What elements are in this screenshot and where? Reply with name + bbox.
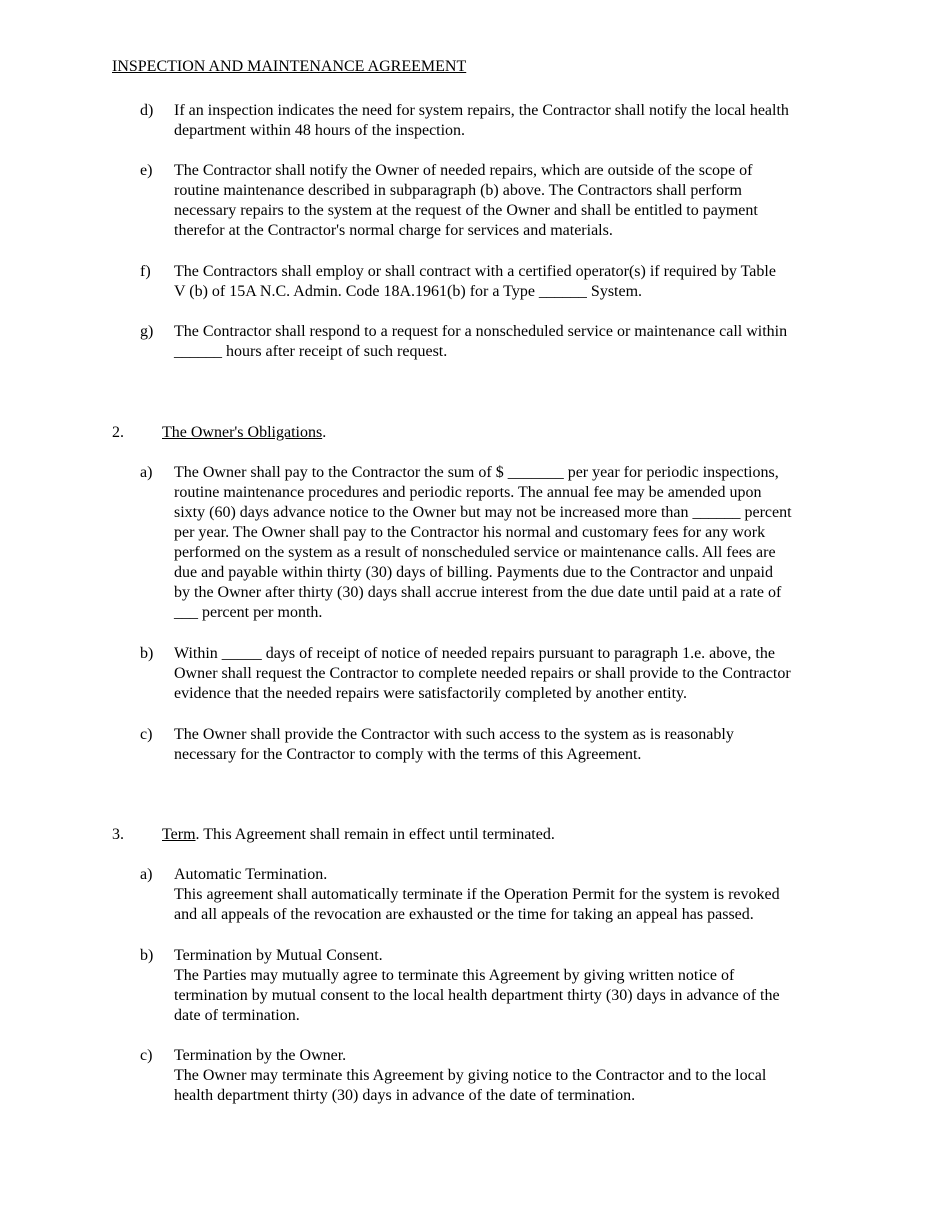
- item-text: [174, 946, 840, 1026]
- term-item-a: [140, 865, 840, 925]
- item-label: b): [140, 947, 154, 964]
- item-text-line: V (b) of 15A N.C. Admin. Code 18A.1961(b) for a Type ______ System.: [174, 283, 643, 300]
- item-label: a): [140, 866, 153, 883]
- item-text-line: The Owner may terminate this Agreement by giving notice to the Contractor and to the local: [174, 1067, 767, 1084]
- term-item-c: [140, 1046, 840, 1106]
- item-label: e): [140, 162, 153, 179]
- item-label: c): [140, 1047, 153, 1064]
- section-3-heading: [112, 825, 842, 845]
- item-text-line: date of termination.: [174, 1007, 300, 1024]
- section-heading: Term: [162, 826, 196, 843]
- item-label: f): [140, 263, 151, 280]
- owner-item-c: [140, 725, 840, 765]
- item-text-line: performed on the system as a result of nonscheduled service or maintenance calls. All fees are: [174, 544, 776, 561]
- item-text-line: by the Owner after thirty (30) days shall accrue interest from the due date until paid at a rate of: [174, 584, 782, 601]
- item-text-line: per year. The Owner shall pay to the Contractor his normal and customary fees for any work: [174, 524, 766, 541]
- item-text-line: routine maintenance described in subparagraph (b) above. The Contractors shall perform: [174, 182, 742, 199]
- item-text-line: health department thirty (30) days in advance of the date of termination.: [174, 1087, 636, 1104]
- item-text: [174, 101, 840, 141]
- item-text-line: This agreement shall automatically terminate if the Operation Permit for the system is revoked: [174, 886, 780, 903]
- item-text-line: routine maintenance procedures and periodic reports. The annual fee may be amended upon: [174, 484, 762, 501]
- section-2-heading: [112, 423, 842, 443]
- contractor-item-e: [140, 161, 840, 241]
- contractor-item-d: [140, 101, 840, 141]
- item-text: [174, 322, 840, 362]
- item-text-line: due and payable within thirty (30) days of billing. Payments due to the Contractor and unpaid: [174, 564, 773, 581]
- item-text-line: necessary repairs to the system at the request of the Owner and shall be entitled to payment: [174, 202, 758, 219]
- item-text-line: Automatic Termination.: [174, 866, 328, 883]
- item-label: a): [140, 464, 153, 481]
- contractor-item-g: [140, 322, 840, 362]
- item-text-line: If an inspection indicates the need for system repairs, the Contractor shall notify the local health: [174, 102, 789, 119]
- section-heading: The Owner's Obligations: [162, 424, 323, 441]
- item-label: g): [140, 323, 154, 340]
- owner-item-b: [140, 644, 840, 704]
- item-text: [174, 463, 840, 623]
- item-text-line: Termination by Mutual Consent.: [174, 947, 383, 964]
- item-text-line: and all appeals of the revocation are exhausted or the time for taking an appeal has passed.: [174, 906, 754, 923]
- item-text-line: Owner shall request the Contractor to complete needed repairs or shall provide to the Contractor: [174, 665, 791, 682]
- item-text: [174, 161, 840, 241]
- item-text-line: Within _____ days of receipt of notice of needed repairs pursuant to paragraph 1.e. above, the: [174, 645, 775, 662]
- item-text-line: necessary for the Contractor to comply with the terms of this Agreement.: [174, 746, 642, 763]
- item-text-line: ______ hours after receipt of such request.: [174, 343, 448, 360]
- item-label: b): [140, 645, 154, 662]
- owner-item-a: [140, 463, 840, 623]
- item-text: [174, 262, 840, 302]
- item-text-line: evidence that the needed repairs were satisfactorily completed by another entity.: [174, 685, 687, 702]
- section-heading-text: [162, 424, 326, 441]
- item-label: c): [140, 726, 153, 743]
- item-text: [174, 644, 840, 704]
- section-number: 2.: [112, 424, 124, 441]
- item-text-line: The Contractors shall employ or shall contract with a certified operator(s) if required by Table: [174, 263, 776, 280]
- item-text-line: The Owner shall pay to the Contractor the sum of $ _______ per year for periodic inspections,: [174, 464, 779, 481]
- item-text: [174, 865, 840, 925]
- item-text-line: The Parties may mutually agree to terminate this Agreement by giving written notice of: [174, 967, 735, 984]
- term-item-b: [140, 946, 840, 1026]
- item-text-line: Termination by the Owner.: [174, 1047, 347, 1064]
- item-text-line: The Owner shall provide the Contractor with such access to the system as is reasonably: [174, 726, 734, 743]
- section-heading-suffix: . This Agreement shall remain in effect until terminated.: [195, 826, 555, 843]
- item-label: d): [140, 102, 154, 119]
- document-title: INSPECTION AND MAINTENANCE AGREEMENT: [112, 58, 467, 75]
- item-text-line: The Contractor shall notify the Owner of needed repairs, which are outside of the scope of: [174, 162, 753, 179]
- item-text-line: termination by mutual consent to the local health department thirty (30) days in advance of the: [174, 987, 780, 1004]
- section-heading-text: [162, 826, 555, 843]
- section-number: 3.: [112, 826, 124, 843]
- item-text: [174, 725, 840, 765]
- contractor-item-f: [140, 262, 840, 302]
- item-text-line: The Contractor shall respond to a request for a nonscheduled service or maintenance call within: [174, 323, 788, 340]
- item-text-line: department within 48 hours of the inspection.: [174, 122, 466, 139]
- section-heading-suffix: .: [322, 424, 327, 441]
- item-text-line: therefor at the Contractor's normal charge for services and materials.: [174, 222, 613, 239]
- item-text-line: ___ percent per month.: [174, 604, 323, 621]
- item-text: [174, 1046, 840, 1106]
- item-text-line: sixty (60) days advance notice to the Owner but may not be increased more than ______ percent: [174, 504, 792, 521]
